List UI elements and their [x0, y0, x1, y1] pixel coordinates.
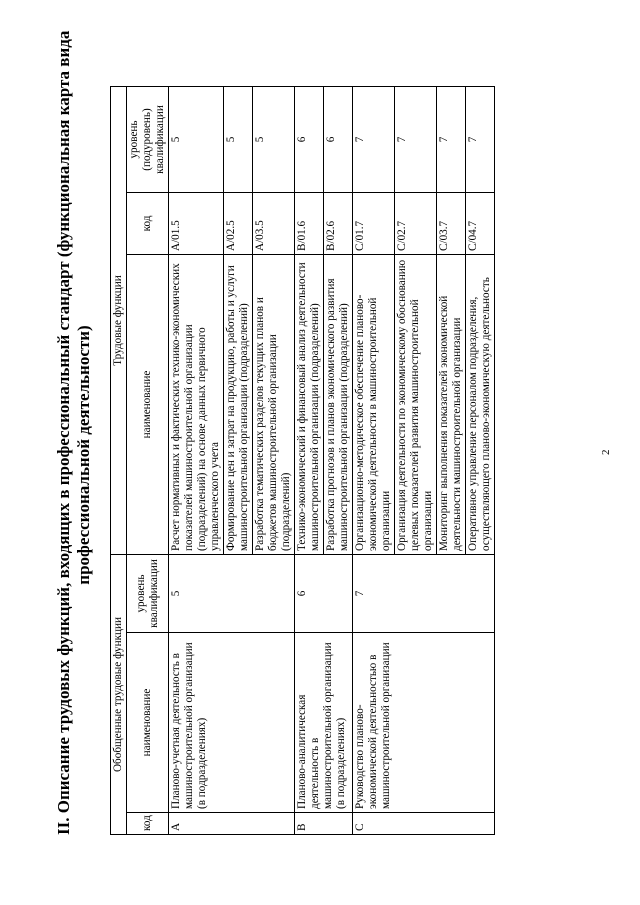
tf-name: Технико-экономический и финансовый анализ деятельности машиностроительной организации (подразделений): [295, 255, 324, 555]
table-row: [169, 87, 224, 835]
tf-code: A/03.5: [253, 193, 295, 255]
tf-code: B/02.6: [324, 193, 353, 255]
gtf-code: A: [169, 813, 295, 835]
functional-map-table: [110, 86, 495, 835]
tf-level: 7: [395, 87, 437, 193]
gtf-code: B: [295, 813, 353, 835]
tf-name: Формирование цен и затрат на продукцию, работы и услуги машиностроительной организации (подразделений): [224, 255, 253, 555]
table-row: [295, 87, 324, 835]
gtf-level: 6: [295, 555, 353, 633]
tf-level: 5: [224, 87, 253, 193]
group-header-generalized: Обобщенные трудовые функции: [111, 555, 127, 835]
gtf-name: Планово-аналитическая деятельность в машиностроительной организации (в подразделениях): [295, 633, 353, 813]
col-header-tf-code: код: [127, 193, 169, 255]
gtf-level: 5: [169, 555, 295, 633]
table-row: [353, 87, 395, 835]
tf-code: C/01.7: [353, 193, 395, 255]
tf-name: Разработка тематических разделов текущих планов и бюджетов машиностроительной организации (подразделений): [253, 255, 295, 555]
gtf-name: Руководство планово-экономической деятельностью в машиностроительной организации: [353, 633, 495, 813]
col-header-tf-name: наименование: [127, 255, 169, 555]
gtf-level: 7: [353, 555, 495, 633]
tf-code: A/01.5: [169, 193, 224, 255]
group-header-labor: Трудовые функции: [111, 87, 127, 555]
tf-level: 5: [169, 87, 224, 193]
tf-code: C/02.7: [395, 193, 437, 255]
tf-name: Разработка прогнозов и планов экономического развития машиностроительной организации (подразделений): [324, 255, 353, 555]
tf-level: 7: [466, 87, 495, 193]
heading-line-1: II. Описание трудовых функций, входящих в профессиональный стандарт (функциональная карта вида: [54, 30, 73, 835]
tf-name: Организация деятельности по экономическому обоснованию целевых показателей развития машиностроительной организации: [395, 255, 437, 555]
col-header-level: уровень квалификации: [127, 555, 169, 633]
tf-code: C/03.7: [437, 193, 466, 255]
tf-name: Расчет нормативных и фактических технико-экономических показателей машиностроительной организации (подразделений) на основе данных первичного управленческого учета: [169, 255, 224, 555]
tf-level: 7: [437, 87, 466, 193]
tf-code: B/01.6: [295, 193, 324, 255]
gtf-name: Планово-учетная деятельность в машиностроительной организации (в подразделениях): [169, 633, 295, 813]
col-header-name: наименование: [127, 633, 169, 813]
col-header-tf-level: уровень (подуровень) квалификации: [127, 87, 169, 193]
tf-name: Организационно-методическое обеспечение планово-экономической деятельности в машиностроительной организации: [353, 255, 395, 555]
tf-code: A/02.5: [224, 193, 253, 255]
tf-name: Мониторинг выполнения показателей экономической деятельности машиностроительной организации: [437, 255, 466, 555]
col-header-code: код: [127, 813, 169, 835]
tf-level: 6: [295, 87, 324, 193]
section-heading: [54, 30, 94, 835]
tf-name: Оперативное управление персоналом подразделения, осуществляющего планово-экономическую деятельность: [466, 255, 495, 555]
tf-code: C/04.7: [466, 193, 495, 255]
tf-level: 6: [324, 87, 353, 193]
heading-line-2: профессиональной деятельности): [74, 325, 93, 585]
tf-level: 5: [253, 87, 295, 193]
tf-level: 7: [353, 87, 395, 193]
page-number: 2: [600, 449, 612, 455]
gtf-code: C: [353, 813, 495, 835]
